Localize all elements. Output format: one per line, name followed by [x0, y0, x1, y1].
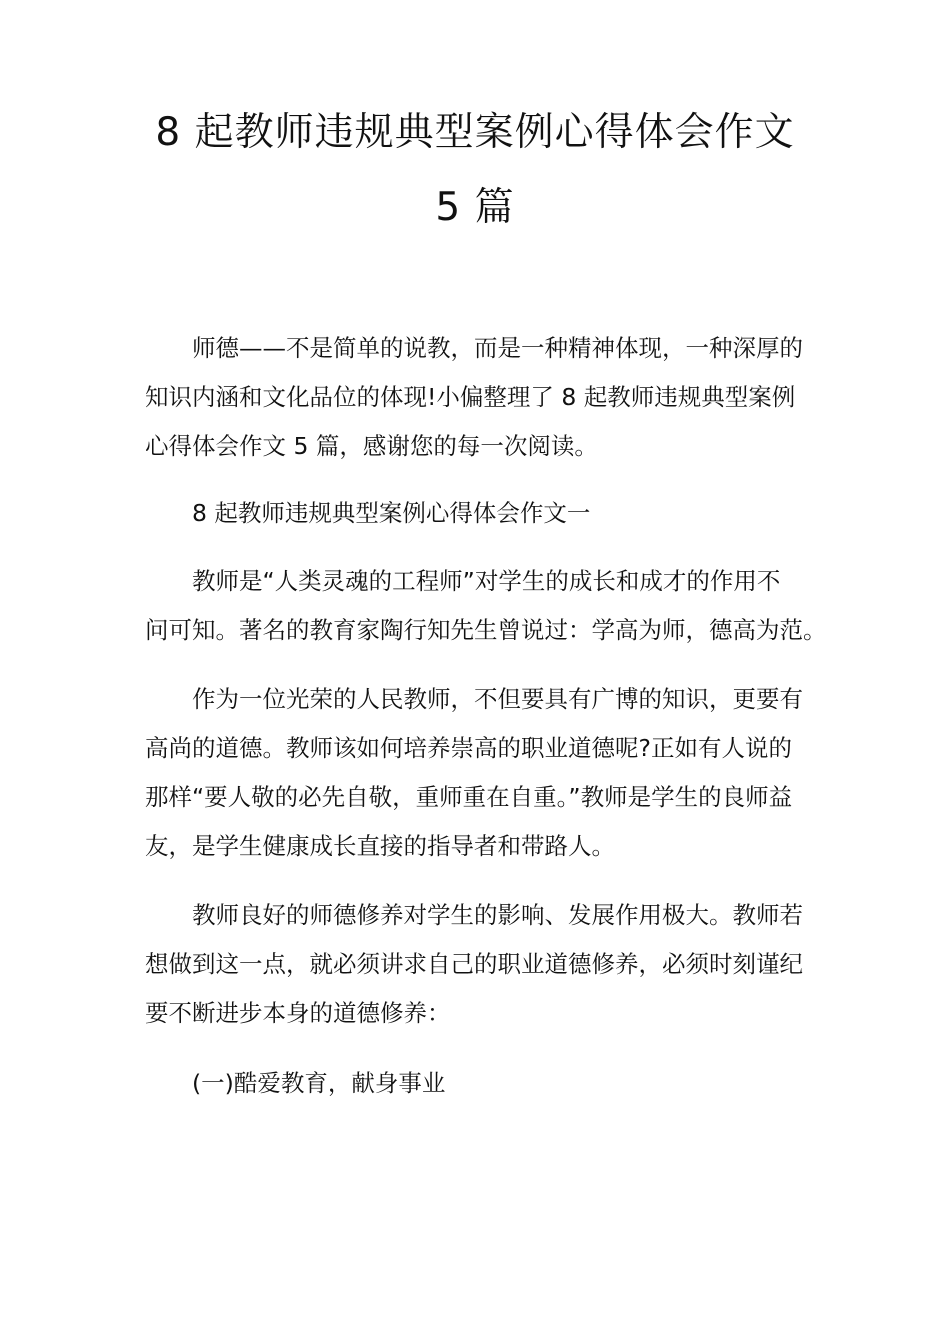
paragraph-4-line-4: 友，是学生健康成长直接的指导者和带路人。 [145, 832, 615, 860]
paragraph-1-line-3: 心得体会作文 5 篇，感谢您的每一次阅读。 [145, 432, 598, 460]
paragraph-5-line-3: 要不断进步本身的道德修养： [145, 999, 451, 1027]
subheading: (一)酷爱教育，献身事业 [192, 1069, 446, 1097]
paragraph-4-line-2: 高尚的道德。教师该如何培养崇高的职业道德呢?正如有人说的 [145, 734, 792, 762]
paragraph-3-line-1: 教师是“人类灵魂的工程师”对学生的成长和成才的作用不 [192, 567, 781, 595]
paragraph-4-line-3: 那样“要人敬的必先自敬，重师重在自重。”教师是学生的良师益 [145, 783, 793, 811]
document-title-line-2: 5 篇 [435, 185, 515, 230]
paragraph-1-line-1: 师德——不是简单的说教，而是一种精神体现，一种深厚的 [192, 334, 803, 362]
paragraph-4-line-1: 作为一位光荣的人民教师，不但要具有广博的知识，更要有 [192, 685, 803, 713]
document-title-line-1: 8 起教师违规典型案例心得体会作文 [155, 110, 795, 155]
paragraph-5-line-2: 想做到这一点，就必须讲求自己的职业道德修养，必须时刻谨纪 [145, 950, 803, 978]
paragraph-3-line-2: 问可知。著名的教育家陶行知先生曾说过：学高为师，德高为范。 [145, 616, 827, 644]
paragraph-1-line-2: 知识内涵和文化品位的体现!小偏整理了 8 起教师违规典型案例 [145, 383, 796, 411]
section-heading: 8 起教师违规典型案例心得体会作文一 [192, 499, 591, 527]
paragraph-5-line-1: 教师良好的师德修养对学生的影响、发展作用极大。教师若 [192, 901, 803, 929]
